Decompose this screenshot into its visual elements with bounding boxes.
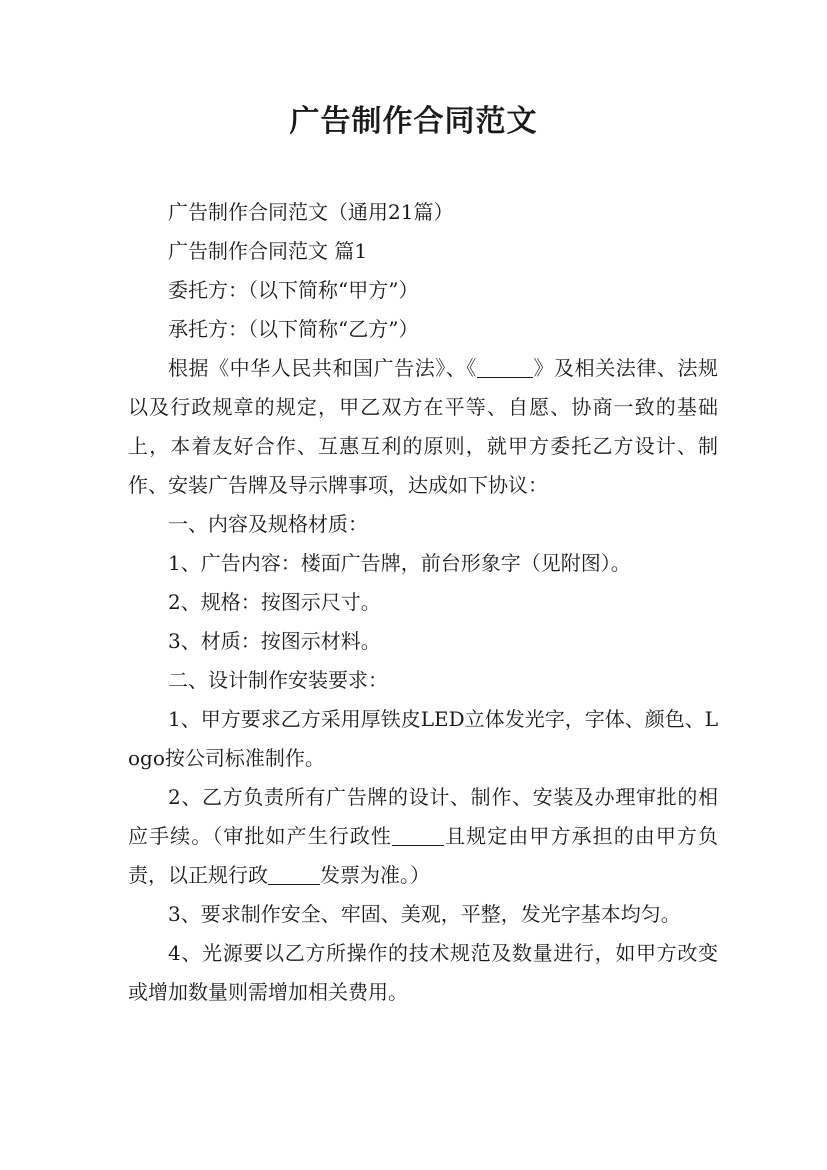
section-1-heading: 一、内容及规格材质： [168,512,368,536]
paragraph-subtitle: 广告制作合同范文（通用21篇） [168,200,454,224]
paragraph-party-a: 委托方：（以下简称“甲方”） [168,278,419,302]
paragraph-party-b: 承托方：（以下简称“乙方”） [168,317,419,341]
section-1-item-1: 1、广告内容：楼面广告牌，前台形象字（见附图）。 [168,551,631,575]
document-body [128,193,718,1012]
section-1-item-2: 2、规格：按图示尺寸。 [168,590,381,614]
section-2-item-2-text-b: 且规定由甲方承担的由甲方负责，以正规行政 [128,824,718,887]
section-2-item-1: 1、甲方要求乙方采用厚铁皮LED立体发光字，字体、颜色、Logo按公司标准制作。 [128,707,718,770]
section-2-item-3: 3、要求制作安全、牢固、美观，平整，发光字基本均匀。 [168,902,681,926]
section-2-item-2-text-c: 发票为准。） [320,863,430,887]
section-2-item-4: 4、光源要以乙方所操作的技术规范及数量进行，如甲方改变或增加数量则需增加相关费用。 [128,941,718,1004]
section-2-heading: 二、设计制作安装要求： [168,668,388,692]
section-1-item-3: 3、材质：按图示材料。 [168,629,381,653]
legal-basis-text-end: 》及相关法律、法规以及行政规章的规定，甲乙双方在平等、自愿、协商一致的基础上，本着友好合作、互惠互利的原则，就甲方委托乙方设计、制作、安装广告牌及导示牌事项，达成如下协议： [128,356,719,497]
fill-in-blank [477,357,533,378]
fill-in-blank [392,825,444,846]
paragraph-chapter-heading: 广告制作合同范文 篇1 [168,239,368,263]
section-2-item-2 [128,778,718,895]
paragraph-legal-basis [128,349,718,505]
legal-basis-text-start: 根据《中华人民共和国广告法》、《 [168,356,477,380]
section-2-item-2-text-a: 2、乙方负责所有广告牌的设计、制作、安装及办理审批的相应手续。（审批如产生行政性 [128,785,718,848]
document-title: 广告制作合同范文 [289,104,538,139]
fill-in-blank [268,864,320,885]
